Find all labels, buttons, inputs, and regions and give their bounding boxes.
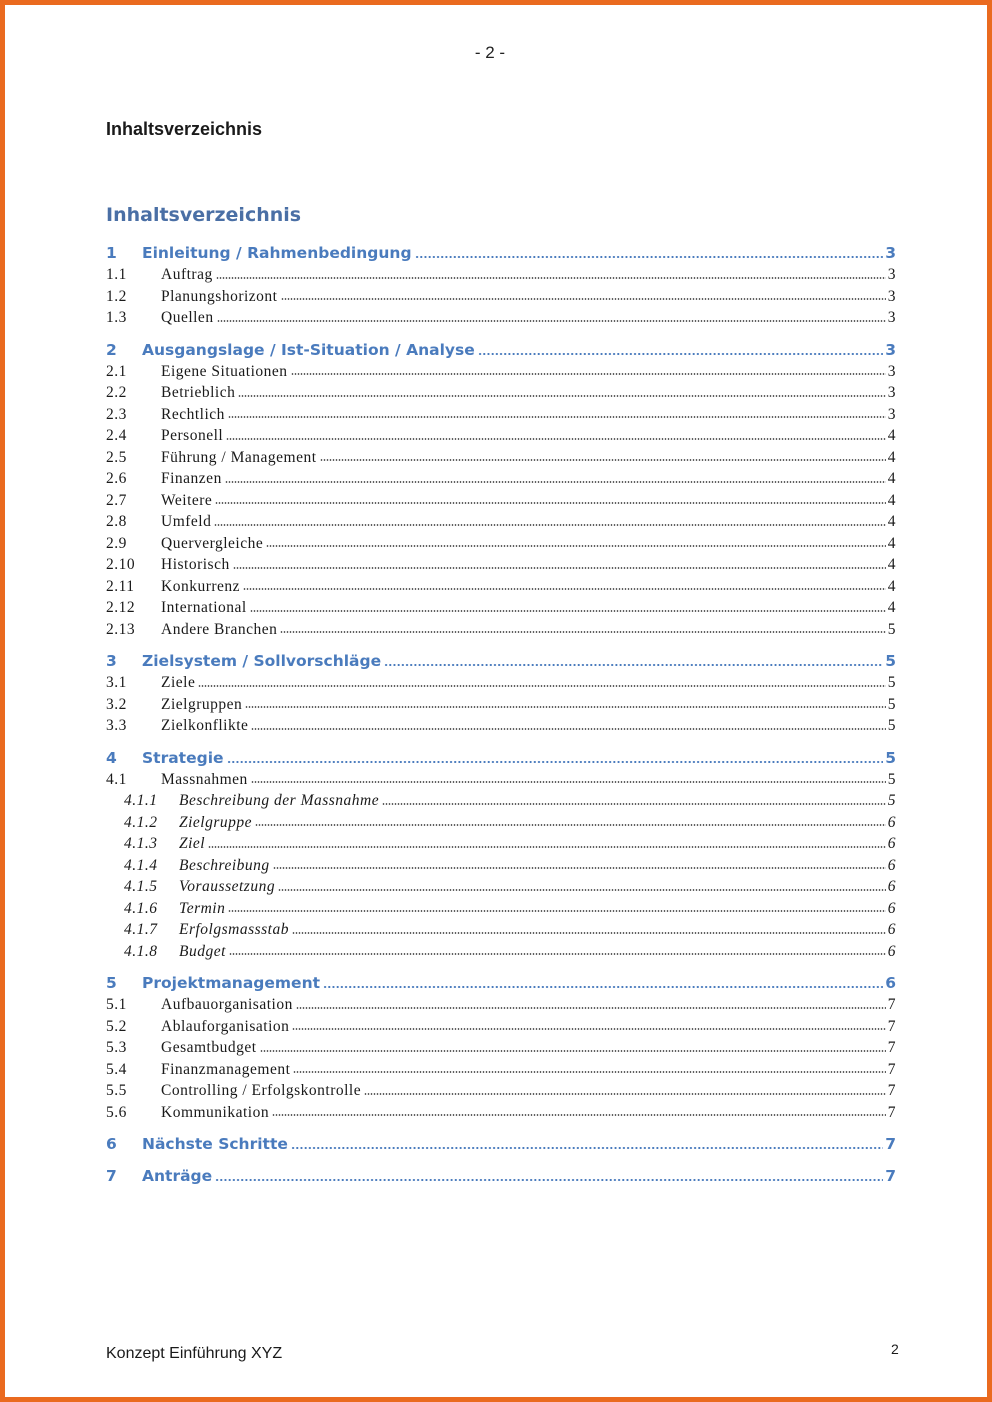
toc-entry-page: 4 (887, 427, 896, 444)
toc-entry-number: 2.3 (106, 405, 127, 423)
toc-entry-number: 2.7 (106, 491, 127, 509)
toc-entry-page: 4 (887, 470, 896, 487)
toc-entry[interactable] (106, 1016, 896, 1038)
toc-leader-dots (384, 663, 883, 667)
toc-entry-number: 5.5 (106, 1082, 127, 1099)
page-header-marker: - 2 - (474, 43, 506, 62)
toc-entry[interactable] (106, 264, 896, 286)
toc-entry[interactable] (106, 1080, 896, 1102)
toc-entry-title: Weitere (161, 491, 213, 509)
table-of-contents (106, 242, 896, 1187)
toc-entry-number: 4.1.6 (124, 899, 158, 917)
toc-entry-page: 3 (887, 266, 896, 283)
document-heading: Inhaltsverzeichnis (106, 119, 263, 139)
toc-entry[interactable] (106, 715, 896, 737)
toc-leader-dots (243, 587, 886, 591)
toc-entry-page: 5 (885, 652, 896, 670)
toc-entry-number: 4.1 (106, 770, 127, 788)
toc-entry-page: 7 (887, 1039, 896, 1056)
toc-leader-dots (233, 566, 886, 570)
toc-entry-title: Nächste Schritte (142, 1135, 288, 1153)
toc-entry[interactable] (106, 554, 896, 576)
toc-entry-page: 6 (887, 856, 896, 874)
toc-entry-number: 5.2 (106, 1017, 127, 1035)
toc-entry-number: 1.2 (106, 287, 127, 305)
toc-entry-number: 2.9 (106, 534, 127, 552)
toc-leader-dots (364, 1092, 886, 1096)
toc-entry-title: Quervergleiche (161, 534, 264, 552)
toc-entry-number: 1 (106, 244, 117, 262)
toc-entry-title: Erfolgsmassstab (179, 921, 289, 938)
toc-leader-dots (251, 780, 886, 784)
toc-leader-dots (245, 705, 885, 709)
toc-entry[interactable] (106, 425, 896, 447)
toc-leader-dots (238, 394, 885, 398)
toc-entry[interactable] (106, 833, 896, 855)
toc-entry-number: 2.13 (106, 620, 136, 638)
toc-entry[interactable] (106, 747, 896, 769)
toc-leader-dots (272, 1113, 886, 1117)
toc-entry-title: Historisch (161, 556, 230, 573)
toc-entry-number: 2.5 (106, 448, 127, 466)
toc-entry[interactable] (106, 898, 896, 920)
toc-entry-page: 4 (887, 448, 896, 466)
toc-entry-page: 7 (887, 996, 896, 1013)
toc-entry-page: 3 (887, 287, 896, 305)
toc-entry[interactable] (106, 597, 896, 619)
toc-entry-number: 1.1 (106, 266, 127, 283)
toc-entry-page: 3 (885, 340, 896, 359)
toc-entry[interactable] (106, 1133, 896, 1155)
toc-entry-title: Zielkonflikte (161, 717, 249, 734)
toc-entry-title: Finanzen (161, 470, 222, 487)
toc-entry-number: 2.2 (106, 384, 127, 401)
toc-entry[interactable] (106, 876, 896, 898)
toc-entry[interactable] (106, 972, 896, 994)
toc-entry-number: 4.1.1 (124, 792, 158, 809)
toc-leader-dots (278, 888, 886, 892)
toc-entry-title: Konkurrenz (161, 577, 241, 595)
toc-entry-number: 4.1.7 (124, 921, 158, 938)
toc-entry-page: 4 (887, 577, 896, 595)
toc-entry-page: 5 (887, 717, 896, 734)
toc-entry-page: 6 (887, 835, 896, 852)
toc-entry-title: Quellen (161, 309, 214, 326)
toc-entry-number: 1.3 (106, 309, 127, 326)
toc-entry-number: 4.1.8 (124, 942, 158, 960)
toc-entry-number: 6 (106, 1135, 117, 1153)
toc-entry-page: 5 (887, 620, 896, 638)
toc-entry-page: 5 (887, 792, 896, 809)
toc-entry-title: Ziele (161, 674, 196, 691)
toc-entry-title: Führung / Management (161, 448, 317, 466)
footer-page-number: 2 (891, 1341, 899, 1357)
toc-leader-dots (382, 802, 886, 806)
toc-entry[interactable] (106, 855, 896, 877)
toc-entry-number: 2.1 (106, 362, 127, 380)
toc-leader-dots (296, 1006, 886, 1010)
toc-leader-dots (227, 760, 884, 764)
toc-entry-title: Zielgruppe (179, 813, 253, 831)
toc-entry-title: Controlling / Erfolgskontrolle (161, 1082, 362, 1099)
toc-leader-dots (293, 1070, 885, 1074)
toc-leader-dots (320, 458, 886, 462)
toc-entry-page: 5 (887, 695, 896, 713)
toc-leader-dots (292, 1027, 885, 1031)
toc-leader-dots (216, 276, 886, 280)
toc-entry-title: Massnahmen (161, 770, 248, 788)
toc-entry-title: Planungshorizont (161, 287, 278, 305)
toc-leader-dots (291, 1146, 883, 1150)
toc-entry-page: 7 (885, 1167, 896, 1185)
toc-entry[interactable] (106, 994, 896, 1016)
toc-entry-number: 5.3 (106, 1039, 127, 1056)
toc-entry-number: 5.1 (106, 996, 127, 1013)
toc-leader-dots (280, 630, 885, 634)
toc-entry[interactable] (106, 307, 896, 329)
toc-entry-title: Strategie (142, 748, 224, 767)
toc-entry-page: 3 (887, 362, 896, 380)
toc-entry[interactable] (106, 650, 896, 672)
toc-entry-page: 7 (887, 1103, 896, 1121)
toc-entry-page: 5 (887, 770, 896, 788)
toc-entry-title: Beschreibung der Massnahme (179, 792, 380, 809)
toc-leader-dots (292, 931, 886, 935)
toc-entry[interactable] (106, 619, 896, 641)
toc-leader-dots (217, 319, 886, 323)
toc-entry[interactable] (106, 941, 896, 963)
toc-entry-page: 3 (887, 384, 896, 401)
toc-entry[interactable] (106, 361, 896, 383)
toc-entry-number: 2.11 (106, 577, 135, 595)
toc-entry-page: 7 (887, 1082, 896, 1099)
toc-entry[interactable] (106, 812, 896, 834)
toc-leader-dots (226, 437, 886, 441)
toc-entry-title: Projektmanagement (142, 974, 321, 992)
toc-entry-number: 5.4 (106, 1060, 127, 1078)
toc-entry-title: Ziel (179, 835, 206, 852)
toc-entry[interactable] (106, 286, 896, 308)
toc-entry-page: 6 (887, 813, 896, 831)
toc-leader-dots (255, 823, 886, 827)
toc-entry-title: Gesamtbudget (161, 1039, 257, 1056)
toc-entry-title: Zielgruppen (161, 695, 243, 713)
toc-leader-dots (250, 609, 886, 613)
toc-entry[interactable] (106, 1059, 896, 1081)
toc-entry-page: 7 (887, 1060, 896, 1078)
toc-entry-number: 3.1 (106, 674, 127, 691)
toc-entry[interactable] (106, 339, 896, 361)
toc-entry[interactable] (106, 1165, 896, 1187)
toc-entry-title: Personell (161, 427, 224, 444)
toc-leader-dots (281, 297, 886, 301)
toc-entry-page: 3 (885, 244, 896, 262)
toc-entry[interactable] (106, 404, 896, 426)
toc-leader-dots (214, 523, 885, 527)
toc-leader-dots (228, 909, 885, 913)
toc-entry-number: 2 (106, 340, 117, 359)
toc-leader-dots (208, 845, 886, 849)
toc-entry-number: 3.2 (106, 695, 127, 713)
toc-leader-dots (273, 866, 886, 870)
toc-entry[interactable] (106, 468, 896, 490)
toc-entry-page: 5 (885, 748, 896, 767)
toc-entry-title: Ausgangslage / Ist-Situation / Analyse (142, 340, 475, 359)
toc-entry-number: 3 (106, 652, 117, 670)
toc-entry-title: Aufbauorganisation (161, 996, 293, 1013)
toc-entry-number: 2.6 (106, 470, 127, 487)
toc-entry-page: 4 (887, 534, 896, 552)
toc-entry-page: 3 (887, 309, 896, 326)
toc-entry-number: 4.1.4 (124, 856, 158, 874)
toc-entry-page: 3 (887, 405, 896, 423)
toc-entry-page: 6 (887, 942, 896, 960)
toc-entry-number: 2.12 (106, 599, 136, 616)
toc-entry-title: Betrieblich (161, 384, 236, 401)
toc-leader-dots (198, 684, 885, 688)
toc-entry-title: Einleitung / Rahmenbedingung (142, 244, 412, 262)
toc-entry-number: 2.8 (106, 513, 127, 530)
toc-entry-page: 6 (887, 899, 896, 917)
toc-entry[interactable] (106, 511, 896, 533)
toc-entry-title: International (161, 599, 247, 616)
toc-entry-page: 7 (887, 1017, 896, 1035)
toc-leader-dots (251, 727, 885, 731)
toc-entry-title: Ablauforganisation (161, 1017, 290, 1035)
toc-entry-title: Andere Branchen (161, 620, 278, 638)
toc-entry-title: Finanzmanagement (161, 1060, 291, 1078)
toc-entry-number: 5.6 (106, 1103, 127, 1121)
toc-leader-dots (260, 1049, 886, 1053)
toc-leader-dots (215, 501, 885, 505)
toc-entry-page: 5 (887, 674, 896, 691)
toc-entry-title: Beschreibung (179, 856, 270, 874)
toc-leader-dots (323, 985, 883, 989)
toc-entry[interactable] (106, 790, 896, 812)
toc-leader-dots (478, 352, 883, 356)
toc-entry-page: 4 (887, 556, 896, 573)
toc-entry-title: Anträge (142, 1167, 213, 1185)
toc-leader-dots (229, 952, 886, 956)
toc-entry-page: 7 (885, 1135, 896, 1153)
toc-entry-number: 2.4 (106, 427, 127, 444)
toc-entry-number: 4.1.2 (124, 813, 158, 831)
toc-entry-page: 6 (887, 878, 896, 895)
toc-entry[interactable] (106, 672, 896, 694)
toc-entry-number: 4.1.3 (124, 835, 158, 852)
toc-entry[interactable] (106, 242, 896, 264)
toc-title: Inhaltsverzeichnis (106, 204, 302, 226)
toc-leader-dots (266, 544, 886, 548)
toc-entry-title: Kommunikation (161, 1103, 270, 1121)
toc-entry[interactable] (106, 1102, 896, 1124)
toc-entry-number: 4 (106, 748, 117, 767)
toc-entry-title: Voraussetzung (179, 878, 276, 895)
toc-entry-title: Eigene Situationen (161, 362, 288, 380)
toc-entry[interactable] (106, 694, 896, 716)
toc-entry-number: 3.3 (106, 717, 127, 734)
toc-entry[interactable] (106, 769, 896, 791)
toc-entry-page: 4 (887, 513, 896, 530)
toc-entry-title: Termin (179, 899, 226, 917)
toc-leader-dots (291, 372, 886, 376)
toc-entry-title: Budget (179, 942, 226, 960)
toc-entry[interactable] (106, 447, 896, 469)
toc-leader-dots (228, 415, 886, 419)
toc-entry-number: 4.1.5 (124, 878, 158, 895)
toc-entry[interactable] (106, 1037, 896, 1059)
toc-leader-dots (225, 480, 886, 484)
toc-leader-dots (415, 255, 884, 259)
toc-entry-page: 4 (887, 599, 896, 616)
toc-entry[interactable] (106, 576, 896, 598)
toc-entry-title: Auftrag (161, 266, 213, 283)
toc-entry-title: Zielsystem / Sollvorschläge (142, 652, 382, 670)
toc-entry-number: 7 (106, 1167, 117, 1185)
toc-entry-title: Umfeld (161, 513, 212, 530)
toc-entry[interactable] (106, 919, 896, 941)
toc-entry-number: 5 (106, 974, 117, 992)
toc-entry-title: Rechtlich (161, 405, 225, 423)
toc-entry[interactable] (106, 533, 896, 555)
footer-document-title: Konzept Einführung XYZ (106, 1345, 283, 1362)
toc-entry[interactable] (106, 490, 896, 512)
toc-entry-page: 6 (885, 974, 896, 992)
toc-entry-number: 2.10 (106, 556, 136, 573)
document-page (5, 5, 987, 1397)
toc-entry-page: 4 (887, 491, 896, 509)
toc-entry-page: 6 (887, 921, 896, 938)
toc-entry[interactable] (106, 382, 896, 404)
toc-leader-dots (215, 1178, 883, 1182)
